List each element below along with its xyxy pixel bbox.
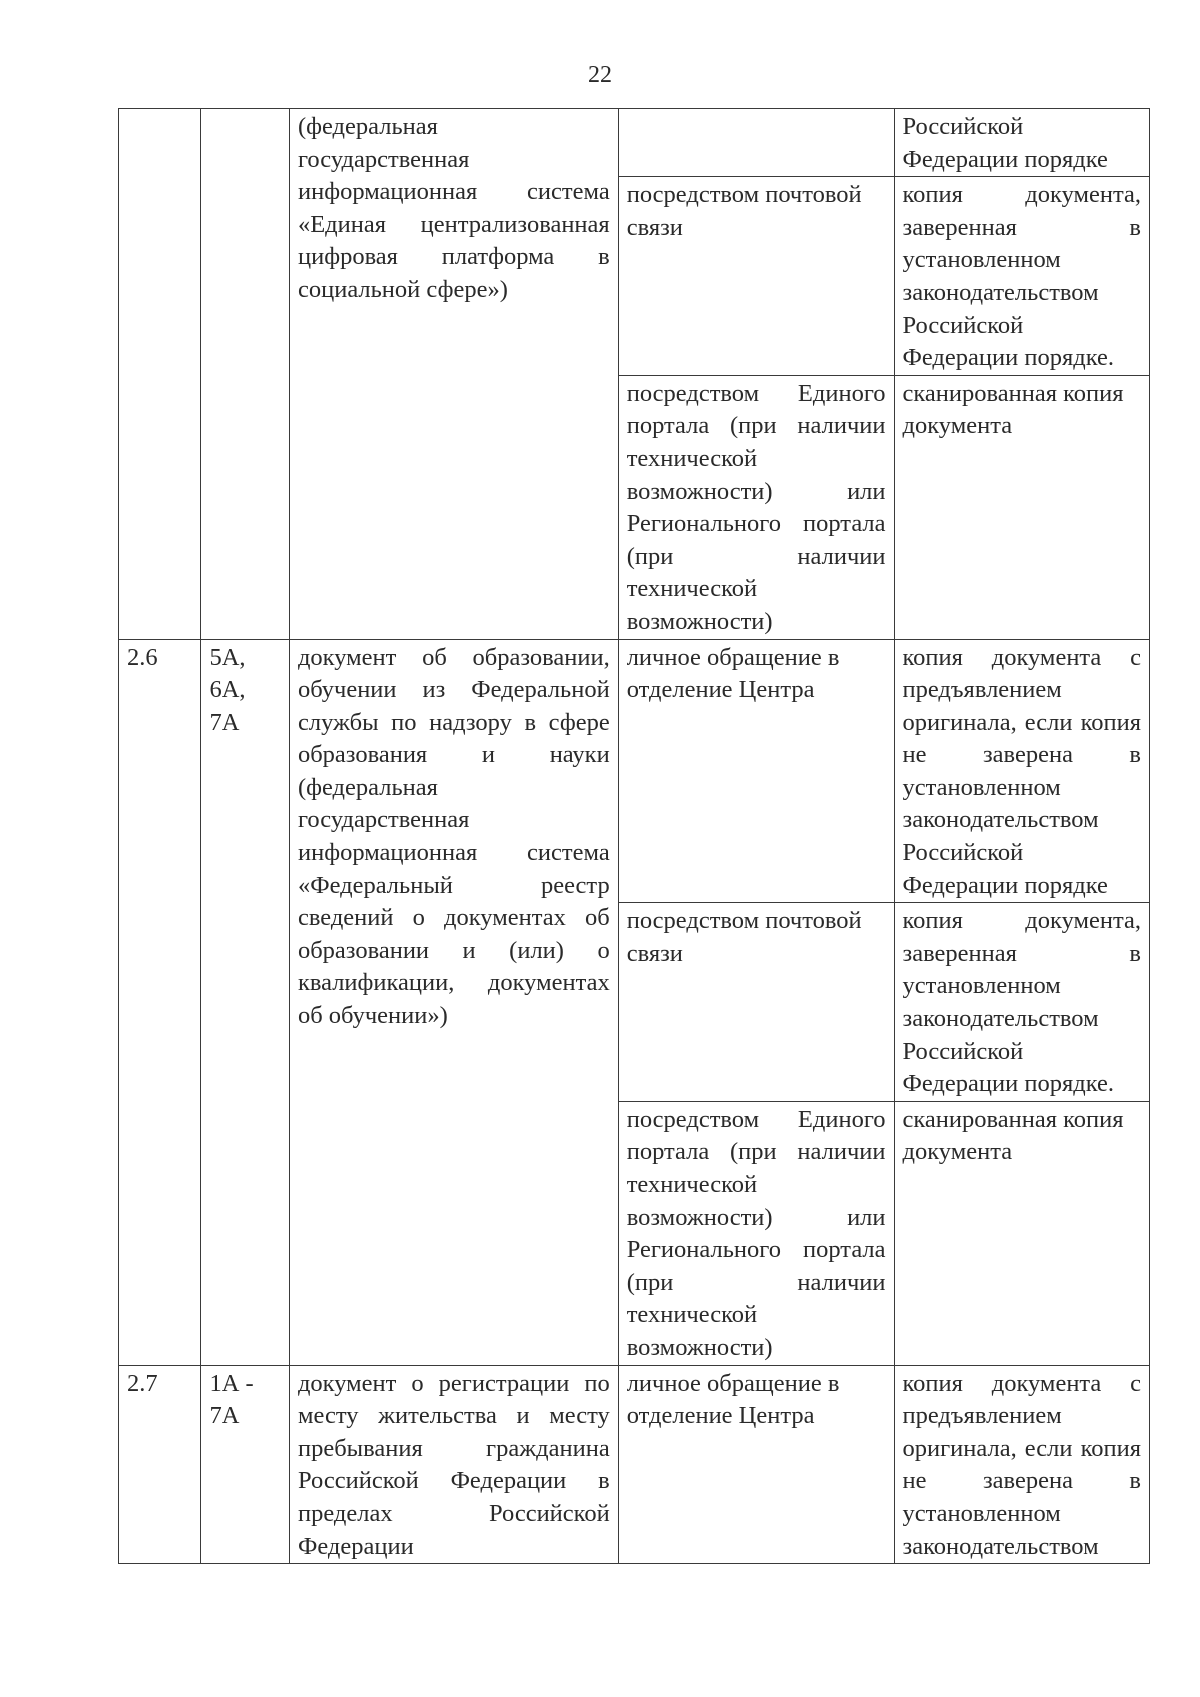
row-code-cell: 5А, 6А, 7А bbox=[201, 639, 290, 1365]
table-row bbox=[119, 109, 1150, 177]
row-code-cell: 1А - 7А bbox=[201, 1365, 290, 1564]
document-cell: документ о регистрации по месту жительства и месту пребывания гражданина Российской Федерации в пределах Российской Федерации bbox=[289, 1365, 618, 1564]
documents-table bbox=[118, 108, 1150, 1564]
form-cell: сканированная копия документа bbox=[894, 375, 1149, 639]
row-number-cell: 2.7 bbox=[119, 1365, 201, 1564]
method-cell: посредством почтовой связи bbox=[618, 903, 894, 1102]
method-cell: личное обращение в отделение Центра bbox=[618, 1365, 894, 1564]
method-cell: посредством почтовой связи bbox=[618, 177, 894, 376]
table-row bbox=[119, 1365, 1150, 1564]
row-code-cell bbox=[201, 109, 290, 640]
method-cell: личное обращение в отделение Центра bbox=[618, 639, 894, 903]
page-number: 22 bbox=[588, 62, 612, 88]
table-row bbox=[119, 639, 1150, 903]
form-cell: Российской Федерации порядке bbox=[894, 109, 1149, 177]
row-number-cell bbox=[119, 109, 201, 640]
row-number-cell: 2.6 bbox=[119, 639, 201, 1365]
form-cell: копия документа, заверенная в установленном законодательством Российской Федерации порядке. bbox=[894, 903, 1149, 1102]
document-cell: (федеральная государственная информационная система «Единая централизованная цифровая платформа в социальной сфере») bbox=[289, 109, 618, 640]
method-cell: посредством Единого портала (при наличии технической возможности) или Регионального портала (при наличии технической возможности) bbox=[618, 375, 894, 639]
method-cell bbox=[618, 109, 894, 177]
document-cell: документ об образовании, обучении из Федеральной службы по надзору в сфере образования и науки (федеральная государственная информационная система «Федеральный реестр сведений о документах об образовании и (или) о квалификации, документах об обучении») bbox=[289, 639, 618, 1365]
form-cell: копия документа с предъявлением оригинала, если копия не заверена в установленном законодательством Российской Федерации порядке bbox=[894, 639, 1149, 903]
form-cell: сканированная копия документа bbox=[894, 1101, 1149, 1365]
form-cell: копия документа, заверенная в установленном законодательством Российской Федерации порядке. bbox=[894, 177, 1149, 376]
method-cell: посредством Единого портала (при наличии технической возможности) или Регионального портала (при наличии технической возможности) bbox=[618, 1101, 894, 1365]
form-cell: копия документа с предъявлением оригинала, если копия не заверена в установленном законодательством bbox=[894, 1365, 1149, 1564]
